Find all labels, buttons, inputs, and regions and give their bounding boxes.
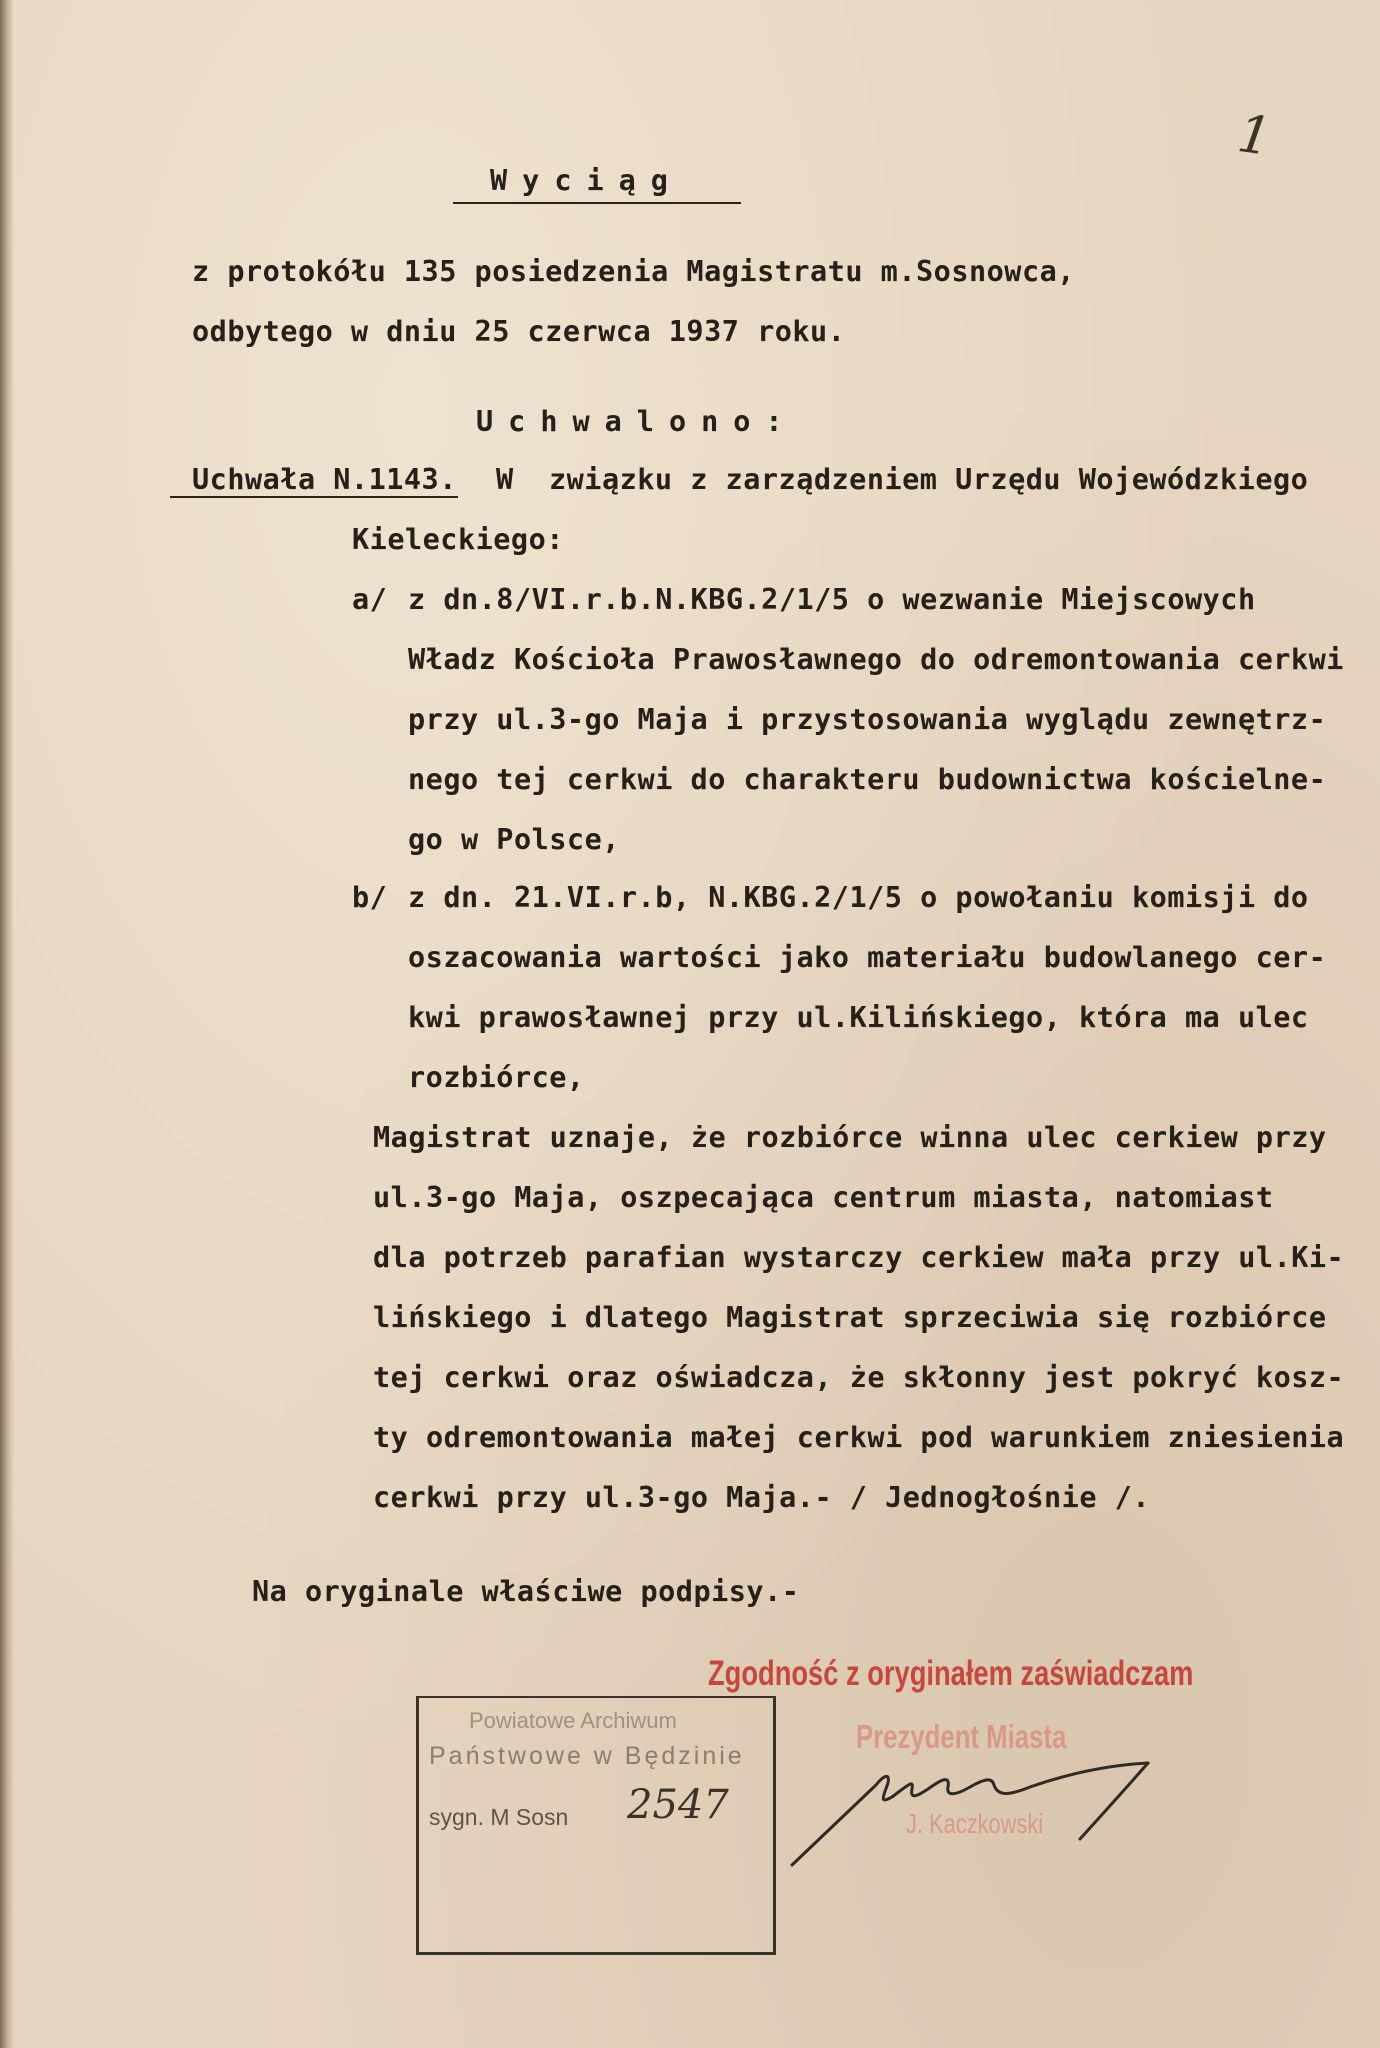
resolution-label: Uchwała N.1143.	[192, 463, 457, 496]
page-number: 1	[1233, 103, 1276, 169]
resolved-heading: Uchwalono:	[476, 405, 798, 438]
resolution-underline	[170, 496, 458, 498]
item-a-line-5: go w Polsce,	[408, 823, 620, 856]
item-b-line-3: kwi prawosławnej przy ul.Kilińskiego, która ma ulec	[408, 1001, 1309, 1034]
item-b-line-1: z dn. 21.VI.r.b, N.KBG.2/1/5 o powołaniu komisji do	[408, 881, 1309, 914]
archive-stamp-line-1: Powiatowe Archiwum	[469, 1708, 677, 1733]
document-title: Wyciąg	[490, 164, 683, 197]
resolution-line-2: Kieleckiego:	[352, 523, 564, 556]
intro-line-1: z protokółu 135 posiedzenia Magistratu m.Sosnowca,	[192, 255, 1075, 288]
decision-line-2: ul.3-go Maja, oszpecająca centrum miasta, natomiast	[373, 1181, 1274, 1214]
decision-line-3: dla potrzeb parafian wystarczy cerkiew mała przy ul.Ki-	[373, 1241, 1345, 1274]
archive-stamp	[416, 1696, 776, 1955]
binding-edge	[0, 0, 14, 2048]
decision-line-1: Magistrat uznaje, że rozbiórce winna ulec cerkiew przy	[373, 1121, 1327, 1154]
item-a-marker: a/	[352, 583, 388, 616]
archive-signature-label: sygn. M Sosn	[429, 1804, 569, 1830]
certification-stamp-line-1: Zgodność z oryginałem zaświadczam	[708, 1654, 1194, 1693]
decision-line-5: tej cerkwi oraz oświadcza, że skłonny jest pokryć kosz-	[373, 1361, 1345, 1394]
archive-stamp-line-2: Państwowe w Będzinie	[429, 1742, 745, 1770]
item-a-line-1: z dn.8/VI.r.b.N.KBG.2/1/5 o wezwanie Miejscowych	[408, 583, 1256, 616]
certification-stamp-line-2: Prezydent Miasta	[856, 1718, 1067, 1755]
title-underline	[453, 202, 741, 204]
item-a-line-3: przy ul.3-go Maja i przystosowania wyglądu zewnętrz-	[408, 703, 1327, 736]
signatures-note: Na oryginale właściwe podpisy.-	[252, 1575, 800, 1608]
archive-signature-number: 2547	[627, 1782, 729, 1828]
item-a-line-4: nego tej cerkwi do charakteru budownictwa kościelne-	[408, 763, 1327, 796]
resolution-line-1: W związku z zarządzeniem Urzędu Wojewódzkiego	[496, 463, 1309, 496]
item-b-marker: b/	[352, 881, 388, 914]
item-b-line-2: oszacowania wartości jako materiału budowlanego cer-	[408, 941, 1327, 974]
item-b-line-4: rozbiórce,	[408, 1061, 585, 1094]
decision-line-7: cerkwi przy ul.3-go Maja.- / Jednogłośnie /.	[373, 1481, 1150, 1514]
intro-line-2: odbytego w dniu 25 czerwca 1937 roku.	[192, 315, 846, 348]
certification-stamp-line-3: J. Kaczkowski	[906, 1808, 1044, 1839]
decision-line-6: ty odremontowania małej cerkwi pod warunkiem zniesienia	[373, 1421, 1345, 1454]
item-a-line-2: Władz Kościoła Prawosławnego do odremontowania cerkwi	[408, 643, 1344, 676]
handwritten-signature	[780, 1735, 1200, 1875]
decision-line-4: lińskiego i dlatego Magistrat sprzeciwia się rozbiórce	[373, 1301, 1327, 1334]
